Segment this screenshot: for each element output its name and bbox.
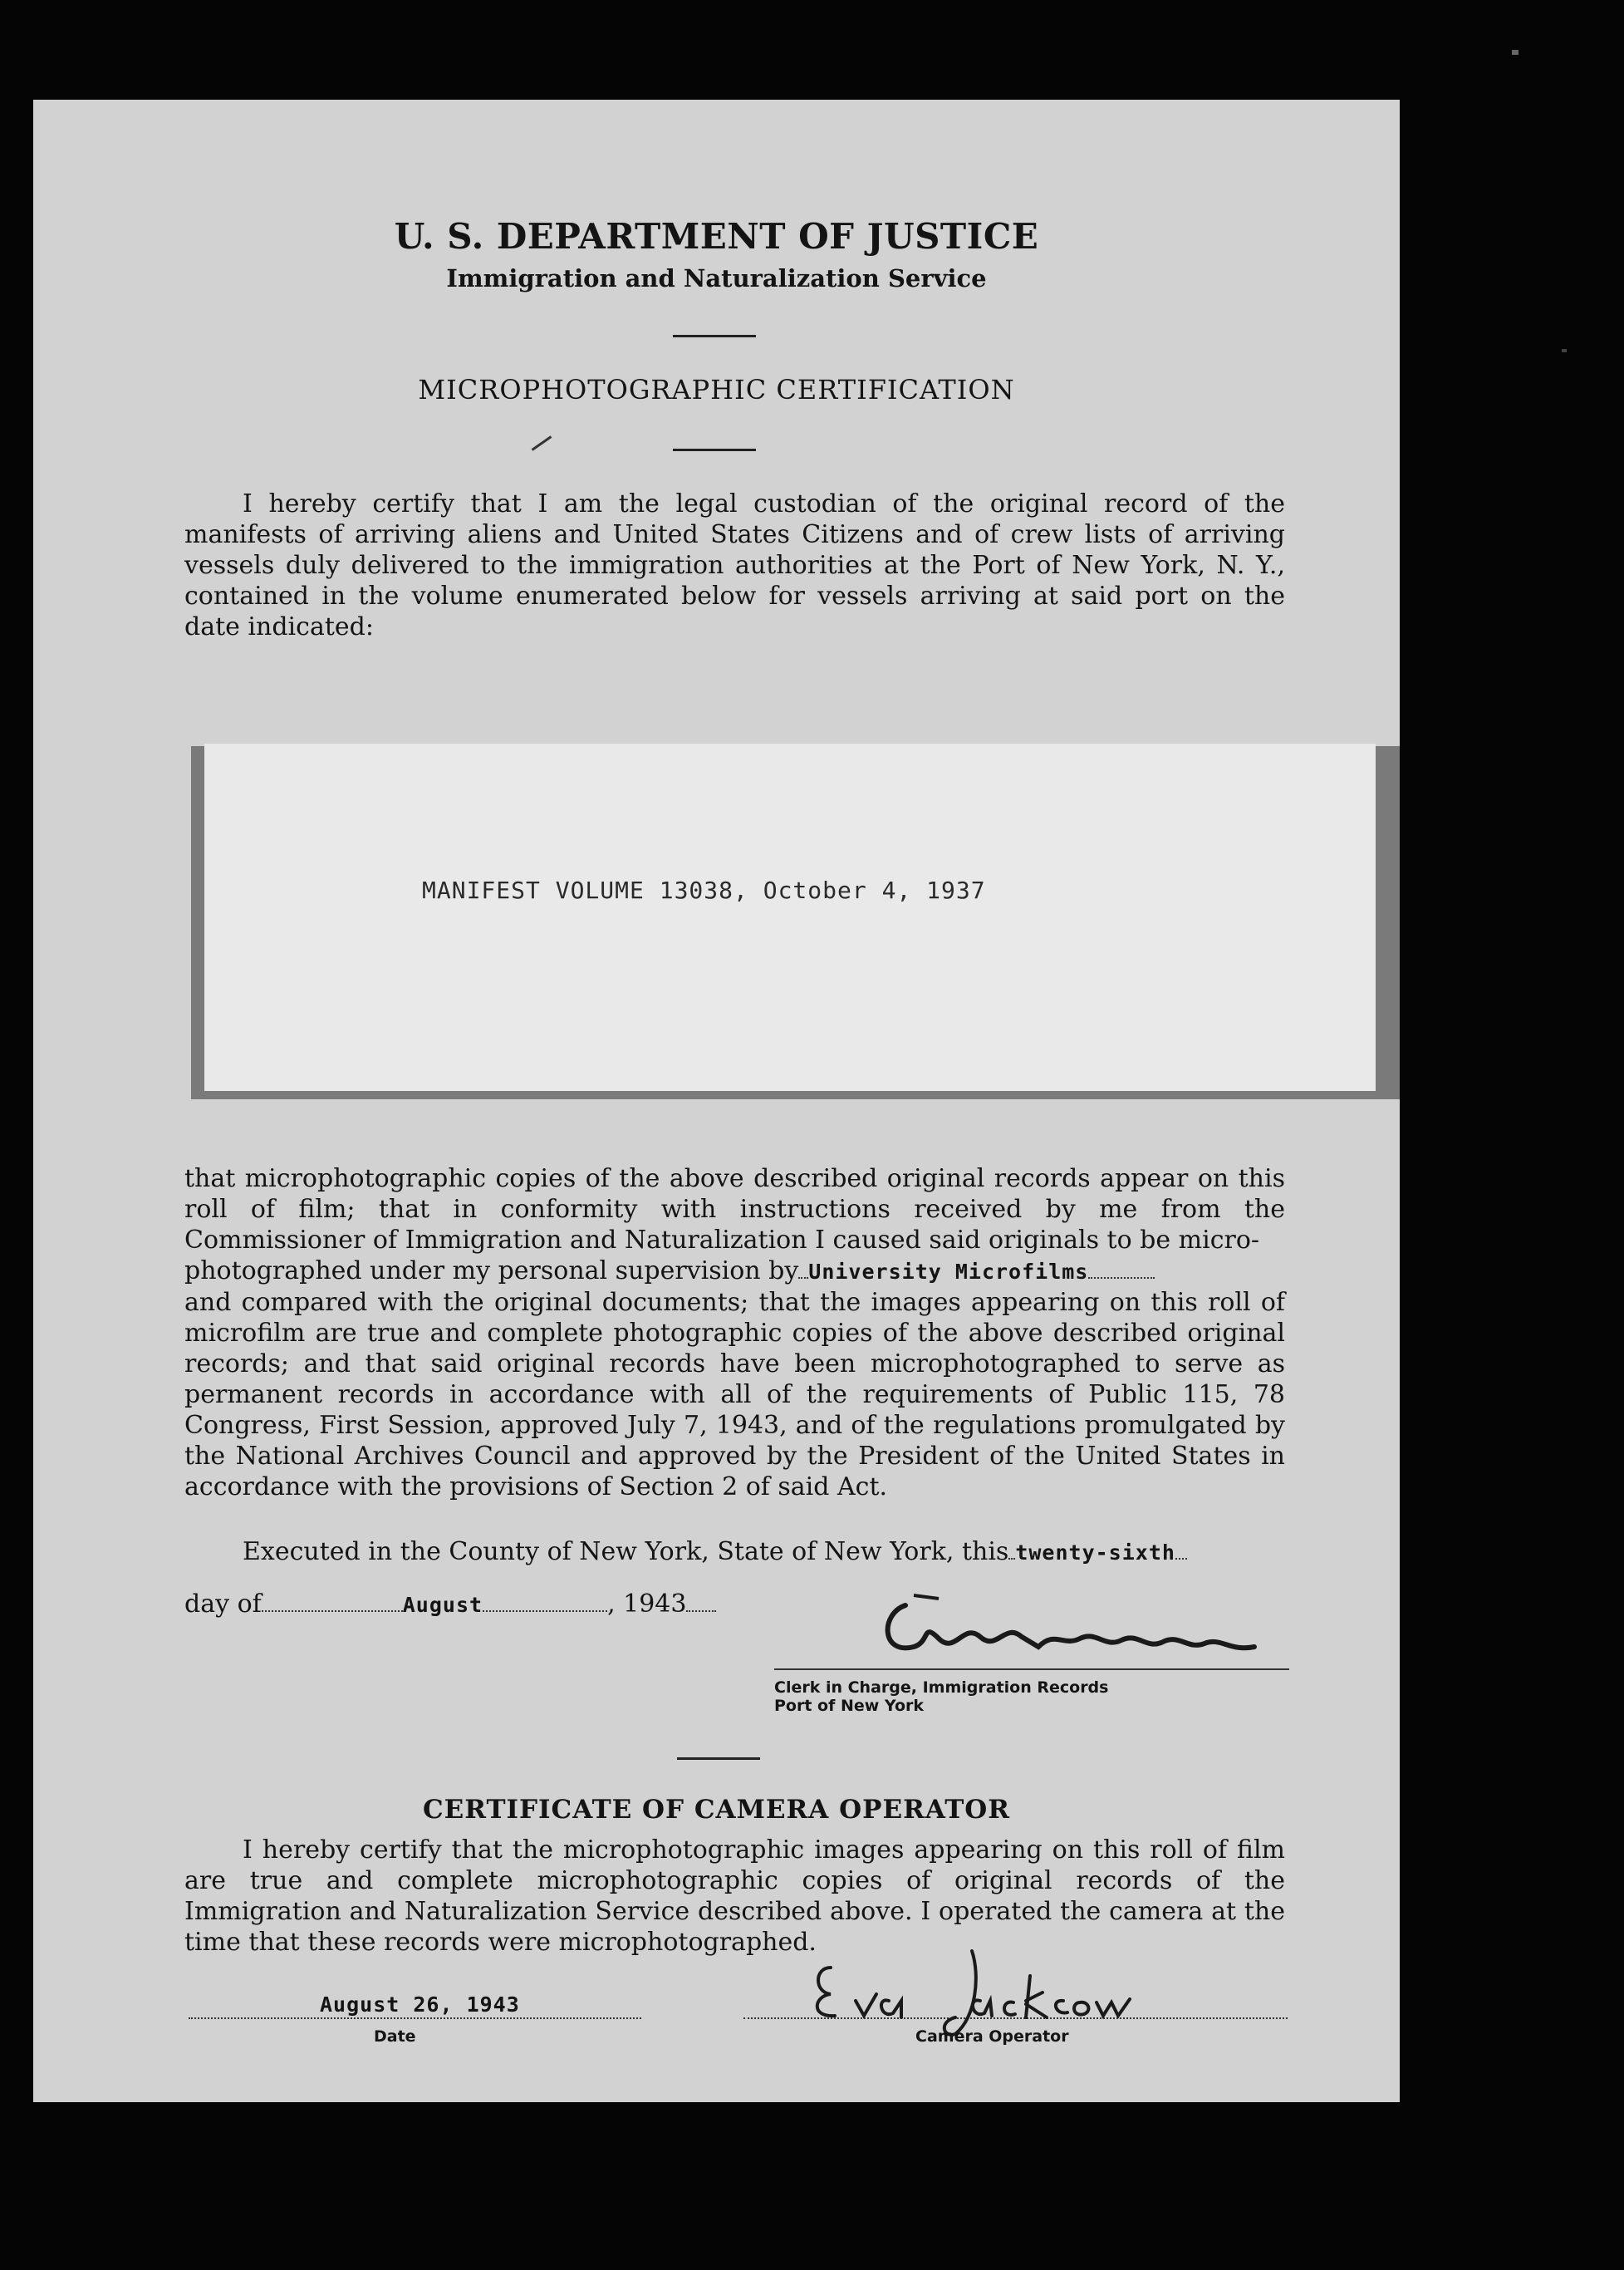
date-line (189, 2017, 641, 2019)
microphotographic-paragraph (184, 1163, 1285, 1502)
custodian-paragraph: I hereby certify that I am the legal custodian of the original record of the manifests of arriving aliens and United States Citizens and of crew lists of arriving vessels duly delivered to the immigration authorities at the Port of New York, N. Y., contained in the volume enumerated below for vessels arriving at said port on the date indicated: (184, 489, 1285, 641)
film-speck (1562, 349, 1567, 352)
day-of-line (184, 1589, 716, 1619)
clerk-signature (864, 1589, 1296, 1672)
supervision-prefix: photographed under my personal supervision by (184, 1256, 799, 1285)
clerk-signature-line (774, 1668, 1289, 1670)
certification-title: MICROPHOTOGRAPHIC CERTIFICATION (418, 374, 1015, 405)
executed-day-field: twenty-sixth (1015, 1540, 1175, 1565)
clerk-title-line2: Port of New York (774, 1697, 925, 1715)
pen-mark (532, 435, 552, 451)
paragraph-part-c: and compared with the original documents; that the images appearing on this roll of microfilm are true and complete photographic copies of the above described original records; and that said original records have been microphotographed to serve as permanent records in accordance with all of the requirements of Public 115, 78 Congress, First Session, approved July 7, 1943, and of the regulations promulgated by the National Archives Council and approved by the President of the United States in accordance with the provisions of Section 2 of said Act. (184, 1288, 1285, 1501)
certificate-page (33, 100, 1400, 2102)
photographer-field: University Microfilms (808, 1260, 1089, 1284)
clerk-title (774, 1678, 1108, 1715)
paragraph-part-a: that microphotographic copies of the above described original records appear on this roll of film; that in conformity with instructions received by me from the Commissioner of Immigration and Naturalization I caused said originals to be micro- (184, 1164, 1285, 1255)
divider (677, 1757, 760, 1760)
executed-line (243, 1537, 1187, 1566)
supervision-line (184, 1255, 1285, 1287)
manifest-card (204, 744, 1376, 1091)
camera-operator-paragraph: I hereby certify that the microphotographic images appearing on this roll of film are true and complete microphotographic copies of original records of the Immigration and Naturalization Service described above. I operated the camera at the time that these records were microphotographed. (184, 1835, 1285, 1957)
operator-label: Camera Operator (915, 2027, 1069, 2046)
year-field: , 1943 (607, 1589, 687, 1619)
service-subheading: Immigration and Naturalization Service (446, 264, 987, 292)
month-field: August (402, 1593, 483, 1617)
camera-operator-title: CERTIFICATE OF CAMERA OPERATOR (422, 1795, 1011, 1825)
date-label: Date (374, 2027, 416, 2046)
day-of-prefix: day of (184, 1589, 262, 1619)
date-field: August 26, 1943 (320, 1992, 520, 2017)
divider (673, 335, 756, 337)
divider (673, 449, 756, 451)
executed-prefix: Executed in the County of New York, State of New York, this (243, 1537, 1009, 1566)
film-speck (1512, 50, 1519, 55)
agency-heading: U. S. DEPARTMENT OF JUSTICE (394, 216, 1039, 257)
manifest-volume-text: MANIFEST VOLUME 13038, October 4, 1937 (422, 877, 986, 904)
clerk-title-line1: Clerk in Charge, Immigration Records (774, 1678, 1109, 1697)
